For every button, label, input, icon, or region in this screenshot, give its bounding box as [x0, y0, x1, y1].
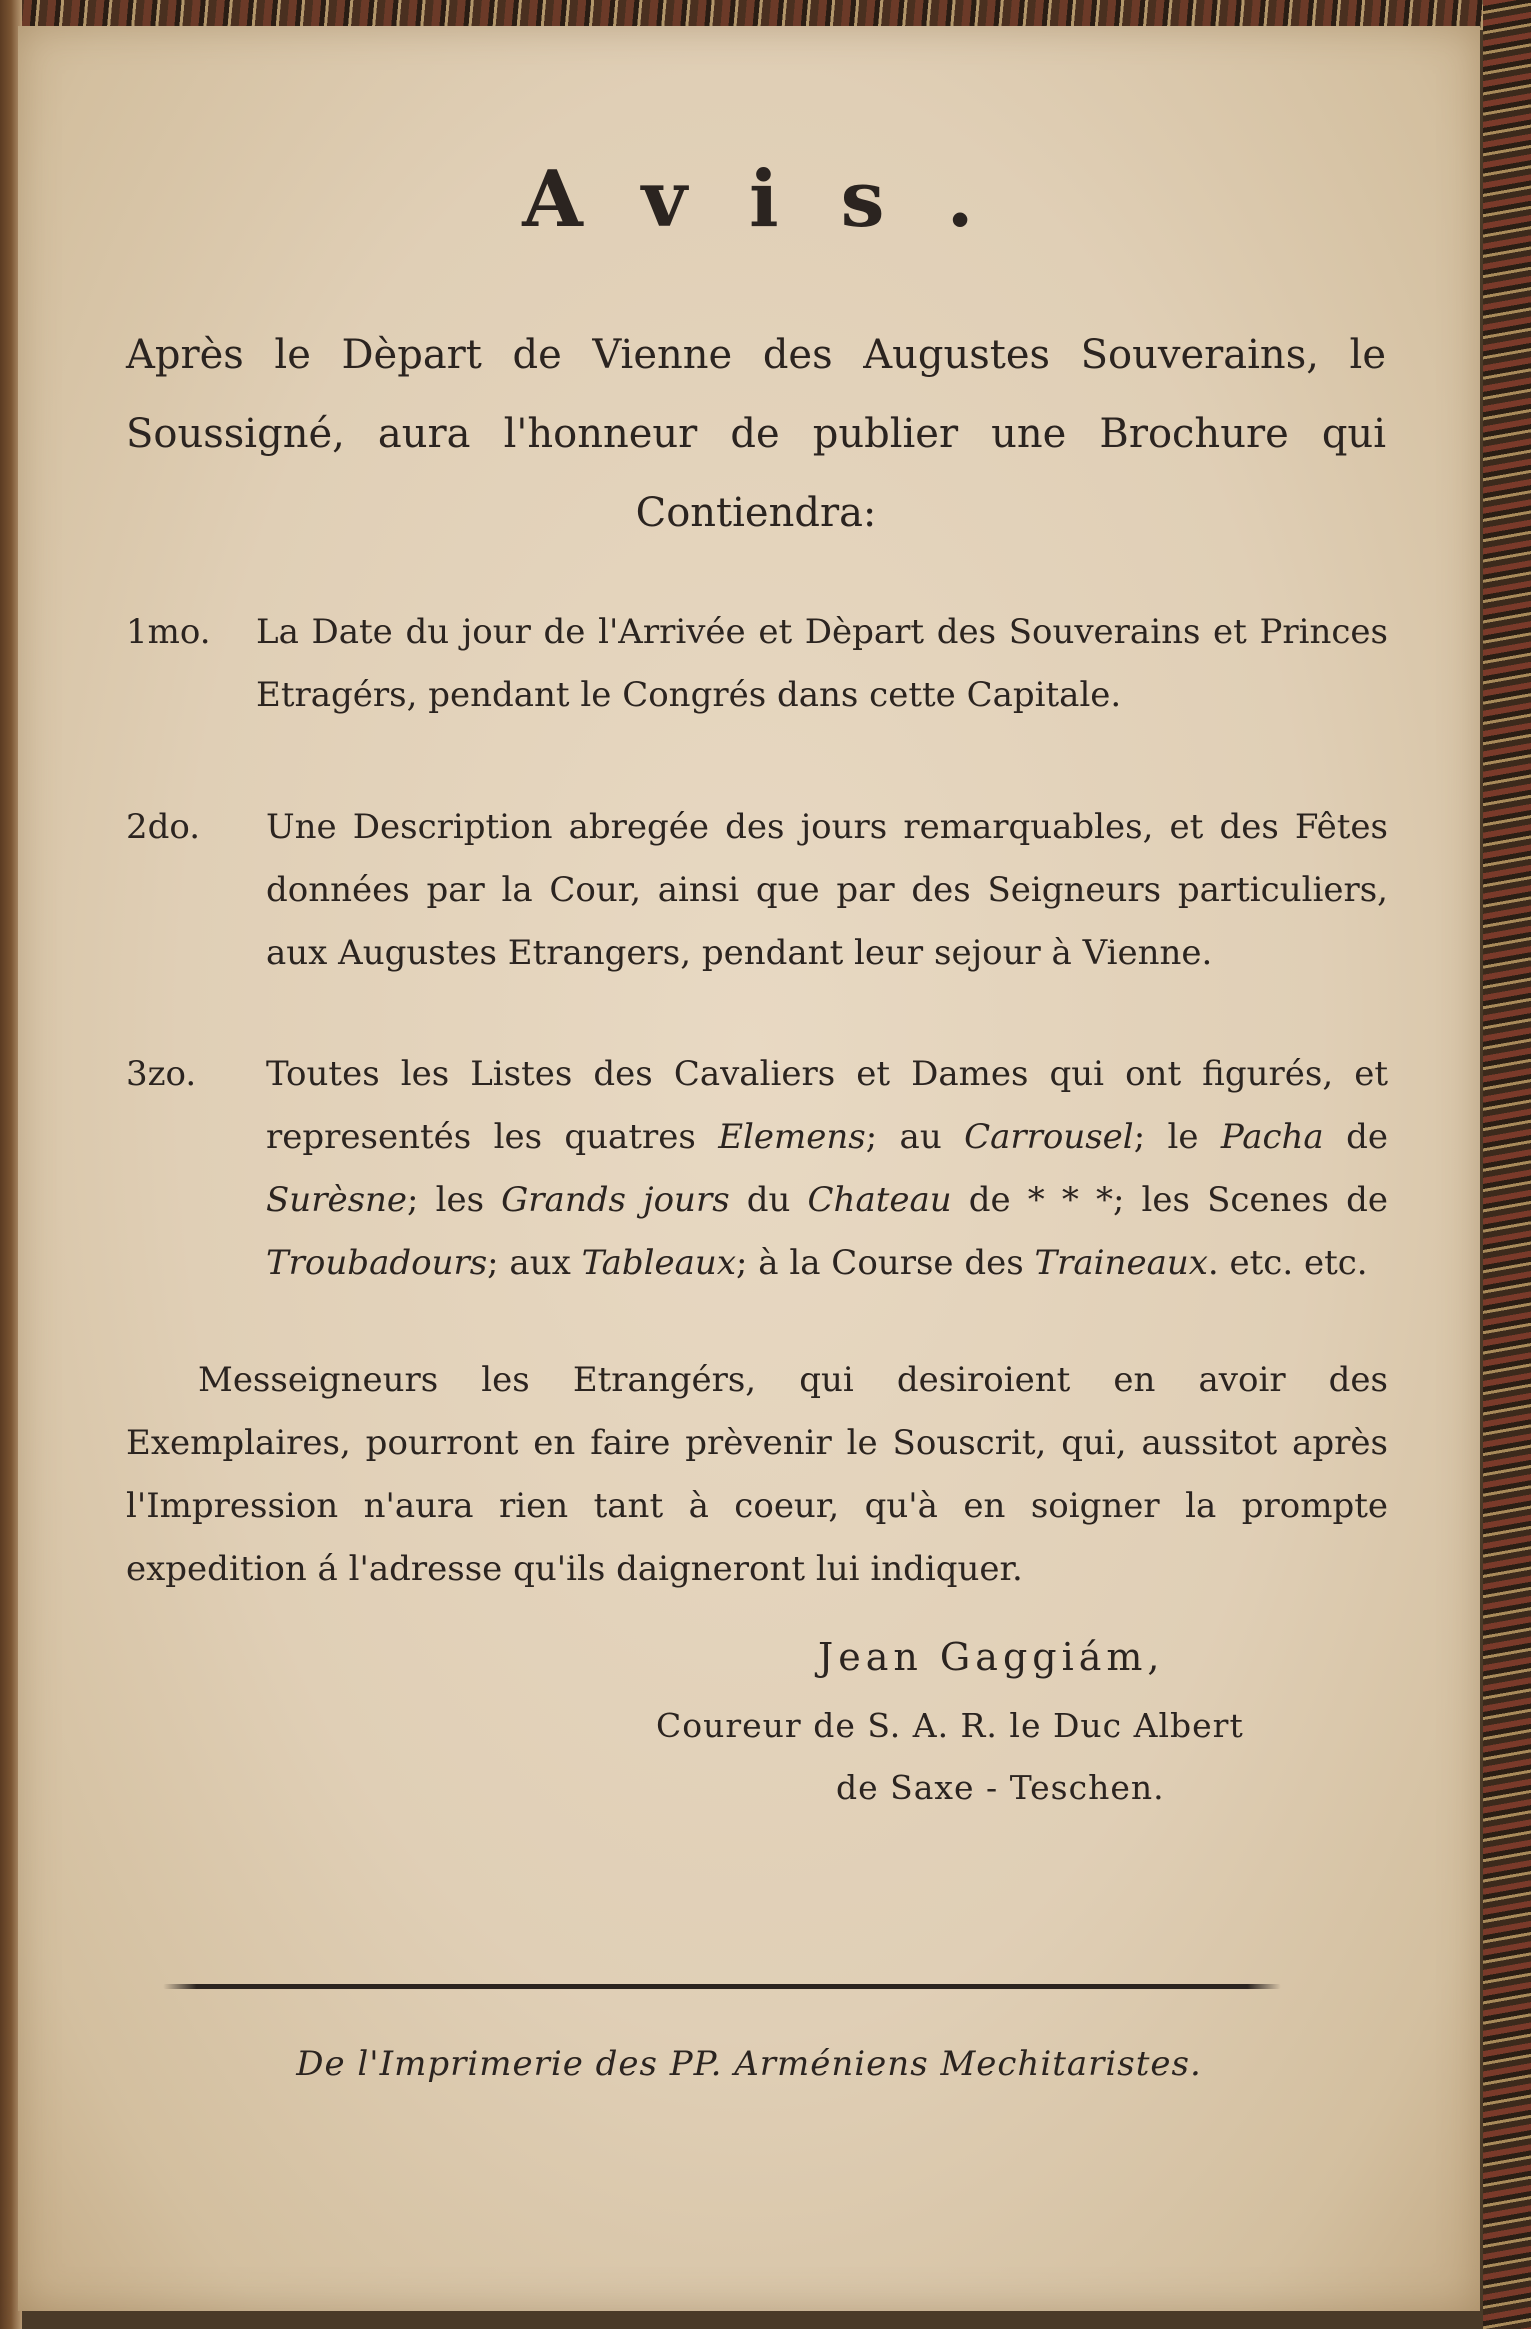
- list-item-1: [126, 601, 1388, 727]
- italic-term: Grands jours: [501, 1180, 730, 1220]
- italic-term: Chateau: [807, 1180, 952, 1220]
- italic-term: Pacha: [1220, 1117, 1324, 1157]
- italic-term: Troubadours: [266, 1243, 488, 1283]
- text-run: du: [729, 1180, 808, 1220]
- horizontal-rule: [163, 1984, 1281, 1989]
- list-item-number: 1mo.: [126, 612, 211, 652]
- signature-place: de Saxe - Teschen.: [836, 1768, 1165, 1807]
- printer-imprint: De l'Imprimerie des PP. Arméniens Mechitaristes.: [296, 2044, 1202, 2084]
- marbled-endpaper-edge: [1483, 0, 1531, 2329]
- list-item-2: [126, 796, 1388, 985]
- italic-term: Carrousel: [964, 1117, 1134, 1157]
- closing-paragraph: Messeigneurs les Etrangérs, qui desiroient en avoir des Exemplaires, pourront en faire prèvenir le Souscrit, qui, aussitot après l'Impression n'aura rien tant à coeur, qu'à en soigner la prompte expedition á l'adresse qu'ils daigneront lui indiquer.: [126, 1360, 1388, 1589]
- signature-name: Jean Gaggiám,: [818, 1635, 1165, 1679]
- list-item-text: Une Description abregée des jours remarquables, et des Fêtes données par la Cour, ainsi que par des Seigneurs particuliers, aux Augustes Etrangers, pendant leur sejour à Vienne.: [266, 807, 1388, 973]
- text-run: de: [1323, 1117, 1388, 1157]
- signature-title: Coureur de S. A. R. le Duc Albert: [656, 1706, 1244, 1745]
- text-run: ; le: [1133, 1117, 1221, 1157]
- text-run: . etc. etc.: [1207, 1243, 1368, 1283]
- text-run: de * * *; les Scenes de: [951, 1180, 1388, 1220]
- text-run: Toutes les Listes des Cavaliers et Dames qui ont figurés, et representés les quatres: [266, 1054, 1388, 1157]
- text-run: ; aux: [487, 1243, 582, 1283]
- intro-paragraph: Après le Dèpart de Vienne des Augustes Souverains, le Soussigné, aura l'honneur de publier une Brochure qui Contiendra:: [126, 332, 1386, 536]
- list-item-number: 3zo.: [126, 1054, 197, 1094]
- page-title: Avis.: [522, 154, 1036, 245]
- italic-term: Surèsne: [266, 1180, 408, 1220]
- italic-term: Elemens: [718, 1117, 866, 1157]
- italic-term: Traineaux: [1034, 1243, 1208, 1283]
- text-run: ; au: [865, 1117, 965, 1157]
- list-item-number: 2do.: [126, 807, 201, 847]
- list-item-text: [266, 1043, 1388, 1295]
- printed-page: [18, 26, 1480, 2311]
- italic-term: Tableaux: [581, 1243, 737, 1283]
- text-run: ; à la Course des: [736, 1243, 1035, 1283]
- list-item-3: [126, 1043, 1388, 1295]
- list-item-text: La Date du jour de l'Arrivée et Dèpart des Souverains et Princes Etragérs, pendant le Congrés dans cette Capitale.: [256, 612, 1388, 715]
- text-run: ; les: [407, 1180, 502, 1220]
